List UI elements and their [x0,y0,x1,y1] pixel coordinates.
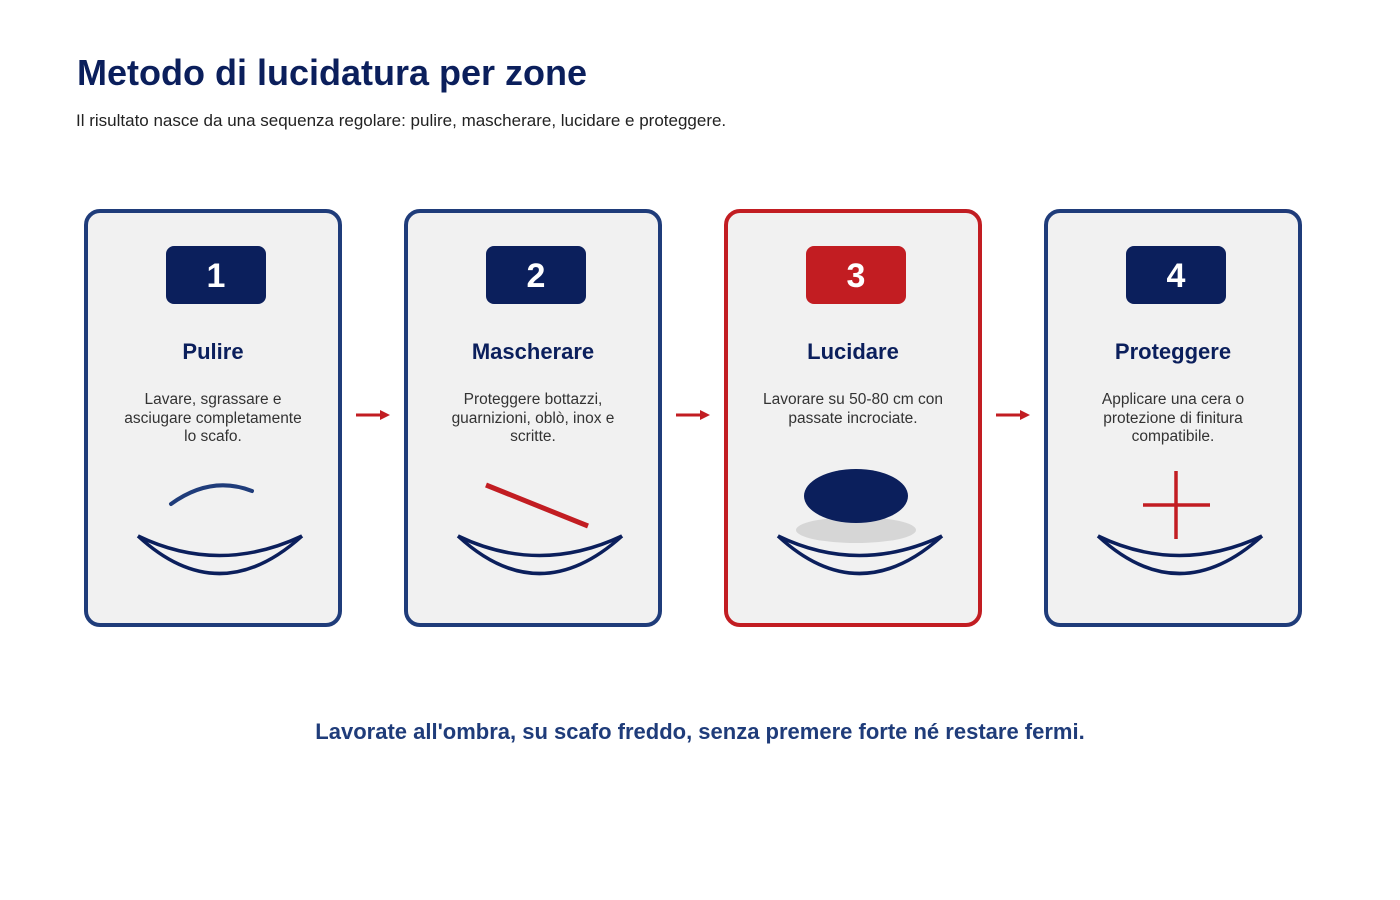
step-title: Pulire [182,339,244,364]
step-title: Lucidare [807,339,899,364]
step-number-badge: 2 [486,246,586,304]
footer-note: Lavorate all'ombra, su scafo freddo, senza premere forte né restare fermi. [315,719,1085,744]
step-description: Lavorare su 50-80 cm con passate incrociate. [762,391,944,427]
hull-masking-tape-icon [408,213,658,623]
arrow-right-icon [354,405,394,425]
hull-clean-arc-icon [88,213,338,623]
step-title: Proteggere [1114,339,1232,364]
hull-protect-cross-icon [1048,213,1298,623]
step-title: Mascherare [471,339,595,364]
hull-polisher-icon [728,213,978,623]
step-number-badge: 1 [166,246,266,304]
step-description: Lavare, sgrassare e asciugare completamente lo scafo. [124,391,302,445]
step-card-lucidare [724,209,982,627]
arrow-right-icon [674,405,714,425]
arrow-right-icon [994,405,1034,425]
step-number-badge: 3 [806,246,906,304]
step-number-badge: 4 [1126,246,1226,304]
step-card-mascherare [404,209,662,627]
step-description: Proteggere bottazzi, guarnizioni, oblò, inox e scritte. [451,391,615,445]
step-description: Applicare una cera o protezione di finitura compatibile. [1101,391,1245,445]
page-subtitle: Il risultato nasce da una sequenza regolare: pulire, mascherare, lucidare e proteggere. [76,111,727,130]
step-card-pulire [84,209,342,627]
page-title: Metodo di lucidatura per zone [77,52,588,93]
step-card-proteggere [1044,209,1302,627]
